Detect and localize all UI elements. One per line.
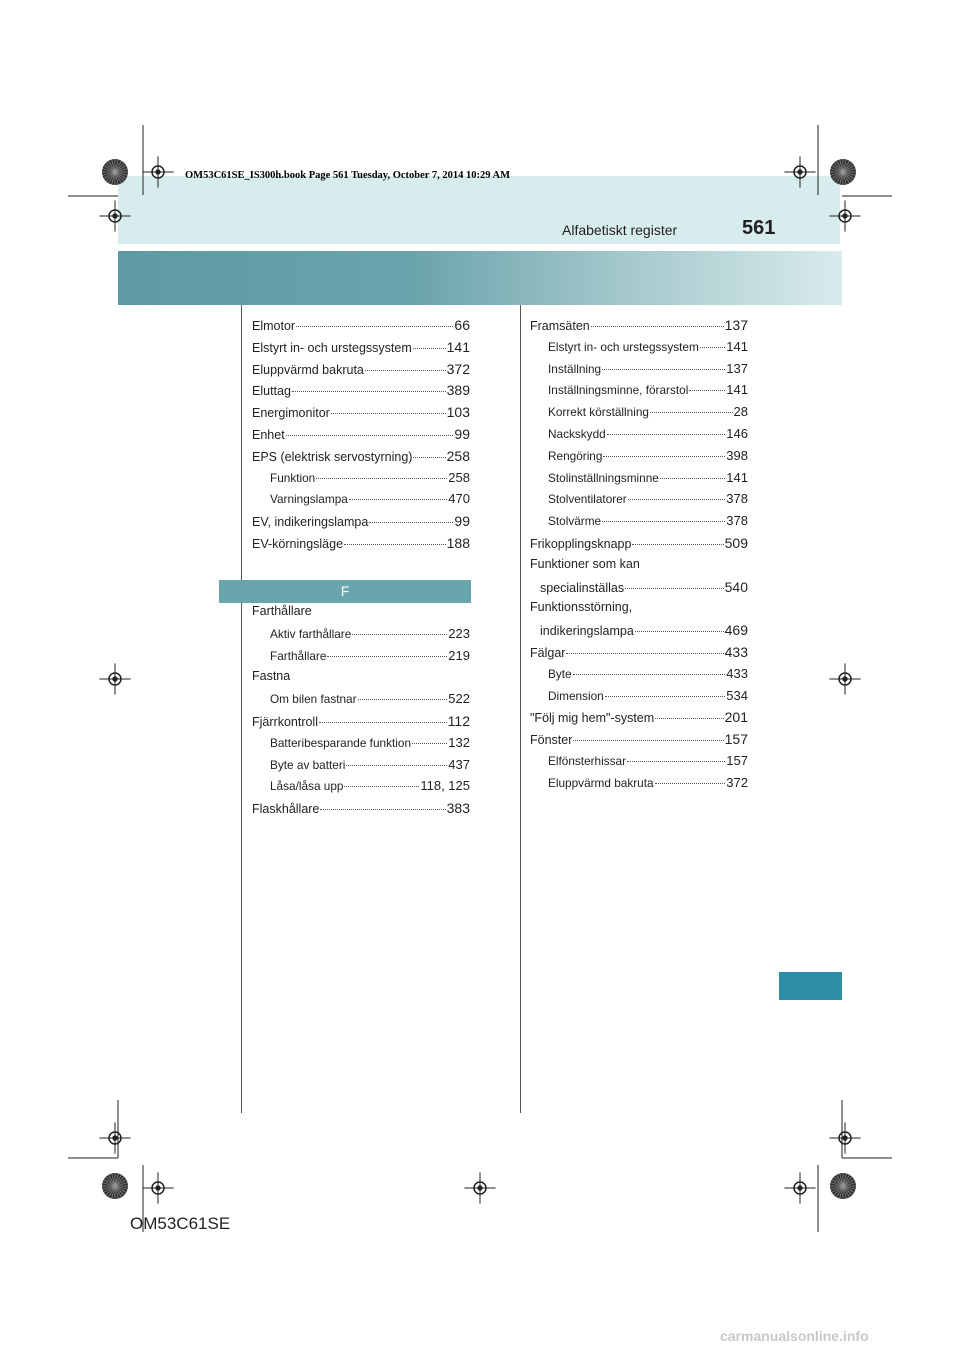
entry-term: Inställningsminne, förarstol — [548, 383, 689, 398]
entry-term: Byte av batteri — [270, 757, 346, 772]
entry-term: Rengöring — [548, 448, 603, 463]
entry-term: Aktiv farthållare — [270, 626, 352, 641]
entry-page-ref: 540 — [724, 578, 748, 595]
entry-page-ref: 470 — [448, 491, 470, 507]
entry-term: Låsa/låsa upp — [270, 779, 344, 794]
entry-term: Elstyrt in- och urstegssystem — [252, 340, 412, 355]
entry-page-ref: 112 — [447, 712, 470, 729]
entry-term: "Följ mig hem"-system — [530, 711, 655, 726]
registration-target-icon — [99, 663, 130, 694]
entry-page-ref: 219 — [448, 647, 470, 663]
registration-target-icon — [464, 1172, 495, 1203]
entry-term: Frikopplingsknapp — [530, 536, 632, 551]
entry-page-ref: 188 — [446, 534, 470, 551]
registration-disc-icon — [102, 1173, 128, 1199]
registration-target-icon — [829, 1122, 860, 1153]
entry-term: Elmotor — [252, 319, 296, 333]
entry-term: Stolventilatorer — [548, 492, 627, 507]
registration-target-icon — [829, 663, 860, 694]
entry-page-ref: 378 — [726, 491, 748, 507]
entry-term: Dimension — [548, 688, 604, 703]
entry-page-ref: 28 — [733, 404, 748, 420]
entry-term: Funktioner som kan — [530, 556, 640, 571]
entry-page-ref: 372 — [446, 360, 470, 377]
registration-disc-icon — [102, 159, 128, 185]
entry-page-ref: 99 — [454, 513, 470, 530]
entry-term: Fönster — [530, 733, 573, 748]
entry-term: EV-körningsläge — [252, 536, 344, 551]
entry-term: Energimonitor — [252, 406, 330, 421]
registration-target-icon — [99, 1122, 130, 1153]
registration-target-icon — [829, 200, 860, 231]
entry-page-ref: 141 — [446, 338, 470, 355]
entry-term: Batteribesparande funktion — [270, 735, 412, 750]
entry-page-ref: 132 — [448, 734, 470, 750]
entry-page-ref: 99 — [454, 425, 470, 442]
entry-page-ref: 141 — [726, 382, 748, 398]
page-number: 561 — [742, 217, 776, 239]
entry-page-ref: 433 — [726, 665, 748, 681]
section-title: Alfabetiskt register — [562, 222, 678, 238]
entry-page-ref: 201 — [724, 709, 748, 726]
entry-page-ref: 258 — [448, 469, 470, 485]
entry-term: Byte — [548, 666, 572, 681]
entry-page-ref: 437 — [448, 756, 470, 772]
entry-term: Elfönsterhissar — [548, 753, 627, 768]
entry-page-ref: 258 — [446, 447, 470, 464]
entry-page-ref: 372 — [726, 774, 748, 790]
entry-page-ref: 146 — [726, 425, 748, 441]
registration-target-icon — [142, 156, 173, 187]
entry-page-ref: 137 — [724, 317, 748, 333]
entry-term: Eluppvärmd bakruta — [252, 362, 364, 377]
entry-term: Funktion — [270, 470, 316, 485]
entry-page-ref: 433 — [724, 643, 748, 660]
book-print-info: OM53C61SE_IS300h.book Page 561 Tuesday, October 7, 2014 10:29 AM — [185, 170, 511, 181]
entry-term: Elstyrt in- och urstegssystem — [548, 339, 699, 354]
entry-page-ref: 389 — [446, 382, 470, 399]
entry-term: specialinställas — [540, 580, 625, 595]
entry-page-ref: 383 — [446, 800, 470, 817]
entry-term: Flaskhållare — [252, 802, 320, 817]
letter-heading-f: F — [219, 580, 471, 603]
entry-term: Fälgar — [530, 645, 566, 660]
entry-term: Om bilen fastnar — [270, 692, 357, 707]
entry-term: Enhet — [252, 427, 285, 442]
entry-page-ref: 141 — [726, 338, 748, 354]
entry-term: Farthållare — [252, 604, 312, 618]
entry-page-ref: 509 — [724, 534, 748, 551]
watermark: carmanualsonline.info — [720, 1328, 869, 1344]
entry-page-ref: 378 — [726, 513, 748, 529]
entry-term: Nackskydd — [548, 426, 606, 441]
entry-term: Eluttag — [252, 384, 291, 399]
entry-page-ref: 66 — [454, 317, 470, 333]
registration-disc-icon — [830, 159, 856, 185]
registration-target-icon — [784, 156, 815, 187]
entry-page-ref: 137 — [726, 360, 748, 376]
entry-page-ref: 534 — [726, 687, 748, 703]
entry-term: Varningslampa — [270, 492, 348, 507]
entry-term: EV, indikeringslampa — [252, 515, 369, 530]
entry-page-ref: 157 — [726, 752, 748, 768]
entry-term: Fastna — [252, 669, 291, 684]
entry-term: Stolvärme — [548, 514, 602, 529]
entry-page-ref: 157 — [724, 731, 748, 748]
entry-term: Stolinställningsminne — [548, 470, 659, 485]
entry-term: Eluppvärmd bakruta — [548, 775, 654, 790]
entry-term: Fjärrkontroll — [252, 714, 318, 729]
entry-page-ref: 118, 125 — [420, 778, 470, 794]
entry-term: Funktionsstörning, — [530, 600, 633, 615]
entry-page-ref: 522 — [448, 691, 470, 707]
entry-term: Korrekt körställning — [548, 405, 649, 420]
entry-term: Farthållare — [270, 648, 327, 663]
registration-target-icon — [142, 1172, 173, 1203]
entry-page-ref: 398 — [726, 447, 748, 463]
entry-page-ref: 141 — [726, 469, 748, 485]
entry-page-ref: 223 — [448, 625, 470, 641]
manual-code: OM53C61SE — [130, 1214, 231, 1233]
registration-target-icon — [99, 200, 130, 231]
registration-disc-icon — [830, 1173, 856, 1199]
entry-term: EPS (elektrisk servostyrning) — [252, 449, 413, 464]
entry-term: Inställning — [548, 361, 602, 376]
registration-target-icon — [784, 1172, 815, 1203]
entry-term: indikeringslampa — [540, 624, 634, 639]
entry-page-ref: 469 — [724, 622, 748, 639]
entry-term: Framsäten — [530, 319, 590, 333]
entry-page-ref: 103 — [446, 404, 470, 421]
